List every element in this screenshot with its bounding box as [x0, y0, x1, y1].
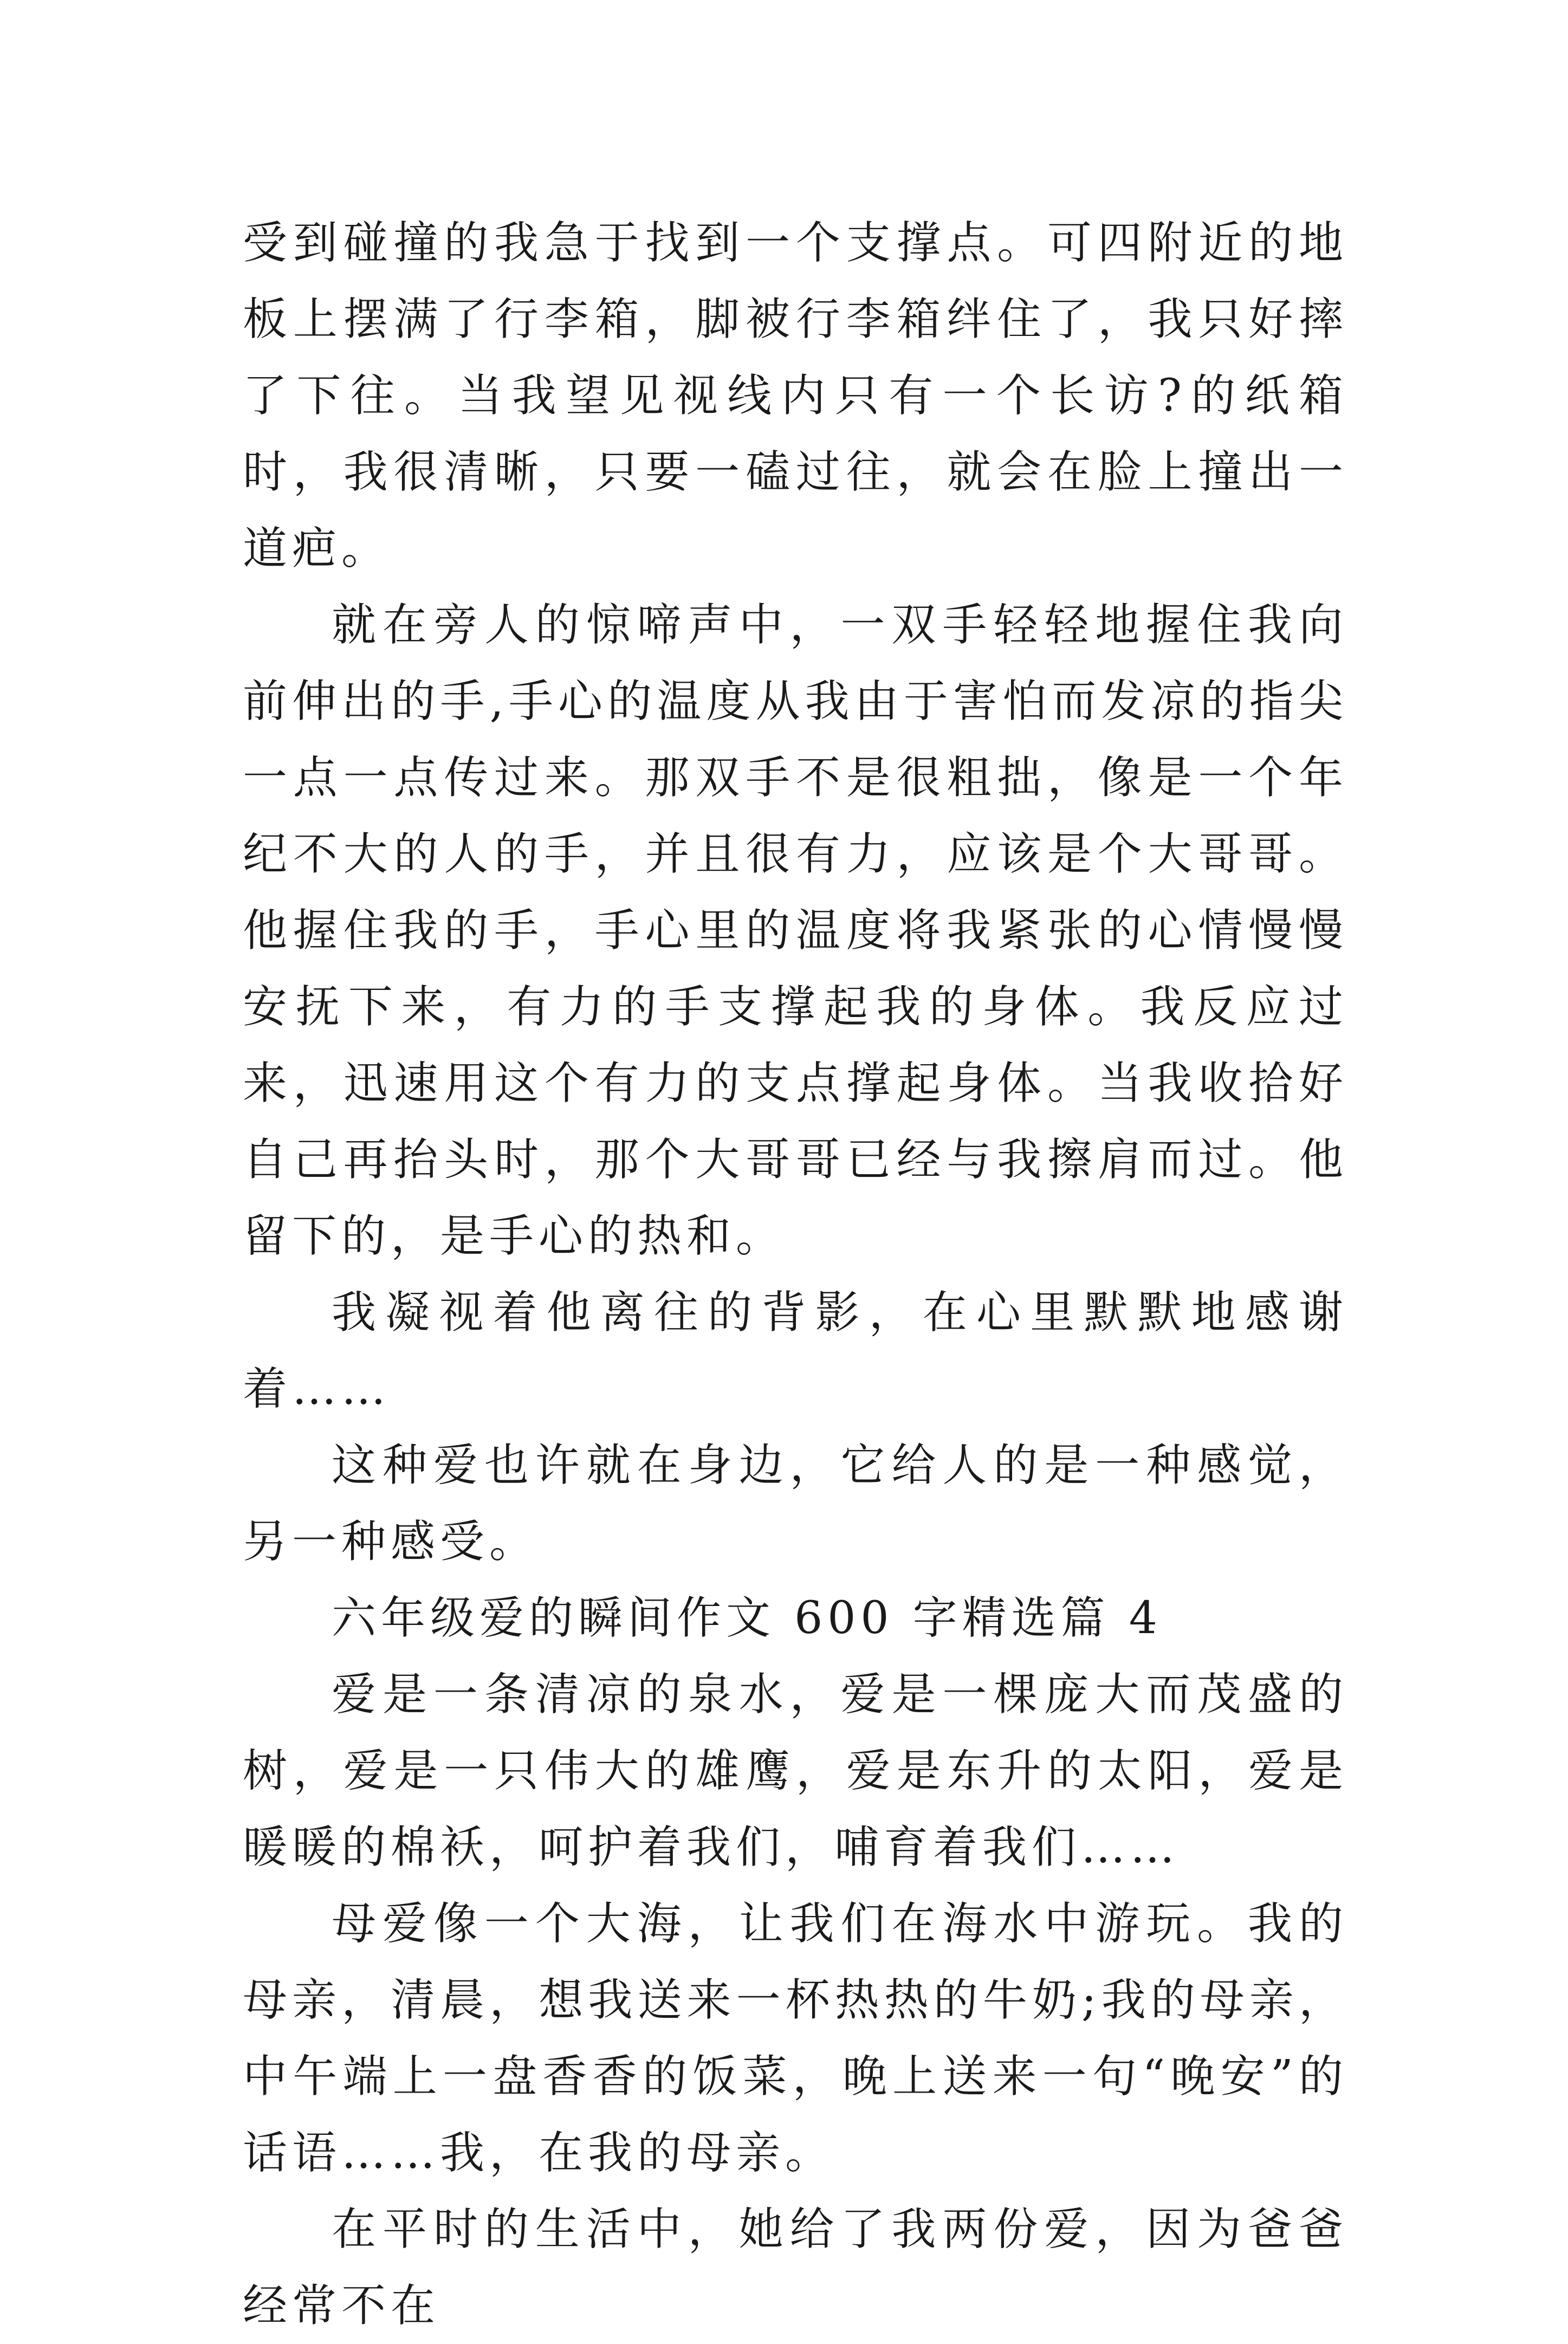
paragraph-daily-life: 在平时的生活中，她给了我两份爱，因为爸爸经常不在	[243, 2204, 1348, 2332]
paragraph-helping-hand: 就在旁人的惊啼声中，一双手轻轻地握住我向前伸出的手,手心的温度从我由于害怕而发凉的指尖一点一点传过来。那双手不是很粗拙，像是一个年纪不大的人的手，并且很有力，应该是个大哥哥。他握住我的手，手心里的温度将我紧张的心情慢慢安抚下来，有力的手支撑起我的身体。我反应过来，迅速用这个有力的支点撑起身体。当我收拾好自己再抬头时，那个大哥哥已经与我擦肩而过。他留下的，是手心的热和。	[243, 599, 1348, 1262]
section-heading: 六年级爱的瞬间作文 600 字精选篇 4	[332, 1592, 1162, 1644]
document-body	[243, 205, 1348, 2344]
paragraph-collision: 受到碰撞的我急于找到一个支撑点。可四附近的地板上摆满了行李箱，脚被行李箱绊住了，我只好摔了下往。当我望见视线内只有一个长访?的纸箱时，我很清晰，只要一磕过往，就会在脸上撞出一道疤。	[243, 217, 1348, 574]
paragraph-love-nearby: 这种爱也许就在身边，它给人的是一种感觉，另一种感受。	[243, 1440, 1348, 1568]
paragraph-love-is: 爱是一条清凉的泉水，爱是一棵庞大而茂盛的树，爱是一只伟大的雄鹰，爱是东升的太阳，爱是暖暖的棉袄，呵护着我们，哺育着我们……	[243, 1669, 1348, 1873]
paragraph-mother-love: 母爱像一个大海，让我们在海水中游玩。我的母亲，清晨，想我送来一杯热热的牛奶;我的母亲，中午端上一盘香香的饭菜，晚上送来一句“晚安”的话语……我，在我的母亲。	[243, 1898, 1348, 2179]
paragraph-gazing: 我凝视着他离往的背影，在心里默默地感谢着……	[243, 1287, 1348, 1415]
